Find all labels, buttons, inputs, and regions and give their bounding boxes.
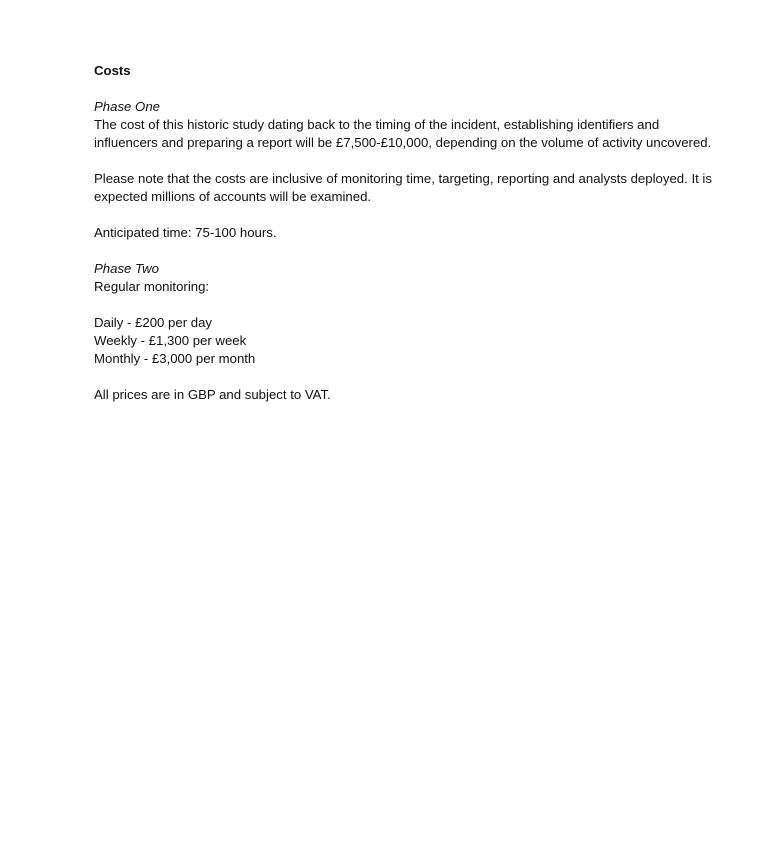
vat-note: All prices are in GBP and subject to VAT. — [94, 387, 331, 402]
price-item-weekly: Weekly - £1,300 per week — [94, 333, 247, 348]
document-page — [94, 62, 714, 404]
anticipated-time: Anticipated time: 75-100 hours. — [94, 225, 277, 240]
section-title: Costs — [94, 63, 131, 78]
price-item-monthly: Monthly - £3,000 per month — [94, 351, 256, 366]
phase-one-heading: Phase One — [94, 99, 160, 114]
phase-one-paragraph-1: The cost of this historic study dating back to the timing of the incident, establishing identifiers and influencers and preparing a report will be £7,500-£10,000, depending on the volume of activity uncovered. — [94, 117, 712, 150]
price-item-daily: Daily - £200 per day — [94, 315, 213, 330]
price-list — [94, 314, 714, 368]
phase-one-paragraph-2: Please note that the costs are inclusive of monitoring time, targeting, reporting and analysts deployed. It is expected millions of accounts will be examined. — [94, 171, 712, 204]
phase-two-intro: Regular monitoring: — [94, 279, 210, 294]
phase-two-heading: Phase Two — [94, 261, 159, 276]
